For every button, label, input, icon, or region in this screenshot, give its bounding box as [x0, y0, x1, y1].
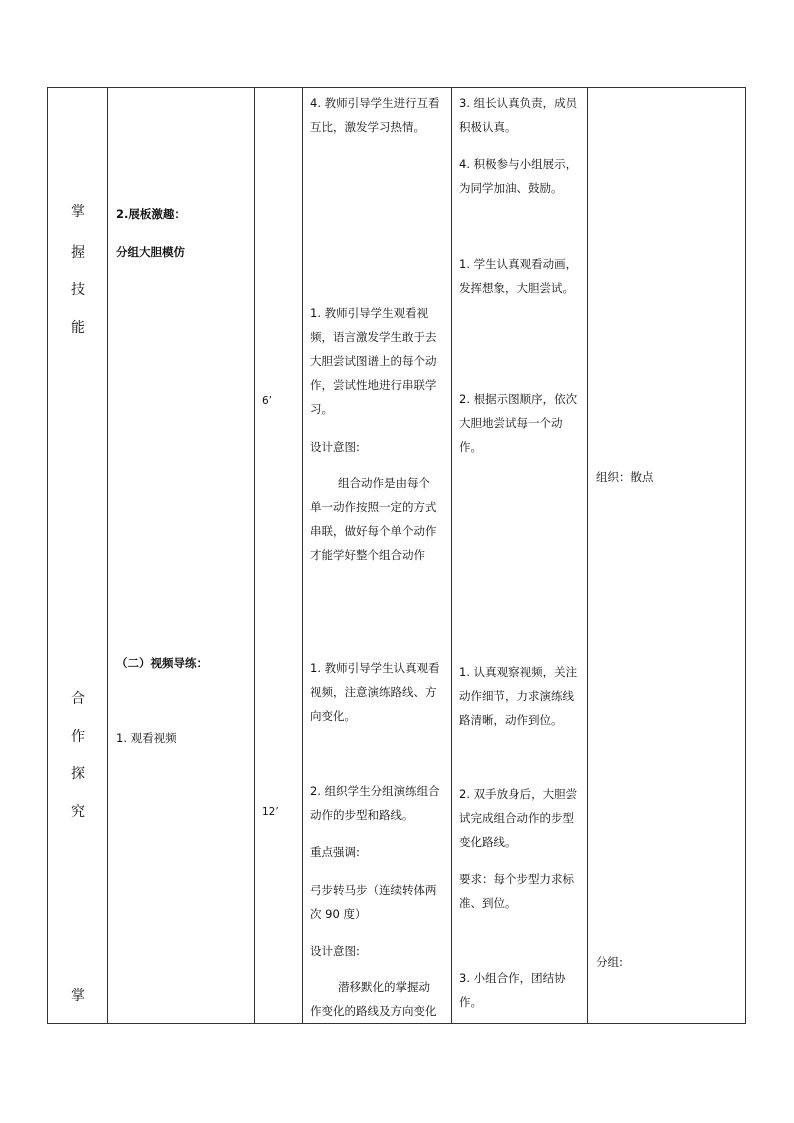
teacher-text: 4. 教师引导学生进行互看: [310, 96, 440, 110]
teacher-text: 1. 教师引导学生观看视: [310, 306, 429, 320]
teacher-text: 潜移默化的掌握动: [338, 980, 430, 994]
teacher-text: 次 90 度）: [310, 907, 367, 921]
section-label-char: 探: [71, 766, 85, 782]
teacher-text: 作，尝试性地进行串联学: [310, 378, 437, 392]
teacher-text: 组合动作是由每个: [338, 476, 430, 490]
organization-text: 组织：散点: [596, 470, 654, 484]
student-text: 1. 认真观察视频，关注: [459, 665, 578, 679]
section-label-char: 能: [71, 320, 85, 336]
teacher-text: 1. 教师引导学生认真观看: [310, 661, 440, 675]
content-heading: 分组大胆模仿: [116, 245, 185, 259]
section-label-char: 合: [71, 691, 85, 707]
content-heading: 2.展板激趣：: [116, 207, 186, 221]
student-text: 动作细节，力求演练线: [459, 689, 574, 703]
organization-text: 分组:: [596, 955, 623, 969]
student-text: 积极认真。: [459, 120, 517, 134]
student-text: 2. 根据示图顺序，依次: [459, 392, 578, 406]
column-divider: [107, 87, 108, 1024]
content-heading: （二）视频导练：: [116, 656, 208, 670]
student-text: 为同学加油、鼓励。: [459, 181, 563, 195]
section-label-char: 作: [71, 729, 85, 745]
column-divider: [254, 87, 255, 1024]
teacher-text: 动作的步型和路线。: [310, 808, 414, 822]
design-intent-label: 设计意图:: [310, 440, 360, 454]
content-item: 1. 观看视频: [116, 731, 177, 745]
section-label-char: 究: [71, 804, 85, 820]
teacher-text: 2. 组织学生分组演练组合: [310, 784, 440, 798]
student-text: 大胆地尝试每一个动: [459, 416, 563, 430]
teacher-text: 习。: [310, 402, 333, 416]
student-text: 试完成组合动作的步型: [459, 811, 574, 825]
teacher-text: 大胆尝试图谱上的每个动: [310, 354, 437, 368]
section-label-char: 技: [71, 282, 85, 298]
student-text: 作。: [459, 995, 482, 1009]
teacher-text: 作变化的路线及方向变化: [310, 1004, 437, 1018]
teacher-text: 单一动作按照一定的方式: [310, 500, 437, 514]
student-text: 3. 小组合作，团结协: [459, 971, 566, 985]
design-intent-label: 设计意图:: [310, 944, 360, 958]
section-label-char: 掌: [71, 204, 85, 220]
time-value: 12’: [262, 806, 279, 818]
time-value: 6’: [262, 395, 273, 407]
column-divider: [451, 87, 452, 1024]
student-text: 作。: [459, 440, 482, 454]
key-point-label: 重点强调:: [310, 845, 360, 859]
teacher-text: 频，语言激发学生敢于去: [310, 330, 437, 344]
teacher-text: 才能学好整个组合动作: [310, 548, 425, 562]
column-divider: [302, 87, 303, 1024]
student-text: 发挥想象，大胆尝试。: [459, 281, 574, 295]
section-label-char: 握: [71, 245, 85, 261]
student-text: 3. 组长认真负责，成员: [459, 96, 578, 110]
student-text: 变化路线。: [459, 835, 517, 849]
student-text: 1. 学生认真观看动画，: [459, 257, 578, 271]
student-text: 2. 双手放身后，大胆尝: [459, 787, 578, 801]
column-divider: [587, 87, 588, 1024]
teacher-text: 弓步转马步（连续转体两: [310, 883, 437, 897]
teacher-text: 互比，激发学习热情。: [310, 120, 425, 134]
teacher-text: 视频，注意演练路线、方: [310, 685, 437, 699]
student-text: 路清晰，动作到位。: [459, 713, 563, 727]
teacher-text: 向变化。: [310, 709, 356, 723]
student-text: 准、到位。: [459, 896, 517, 910]
student-text: 要求：每个步型力求标: [459, 872, 574, 886]
section-label-char: 掌: [71, 988, 85, 1004]
teacher-text: 串联，做好每个单个动作: [310, 524, 437, 538]
student-text: 4. 积极参与小组展示，: [459, 157, 578, 171]
